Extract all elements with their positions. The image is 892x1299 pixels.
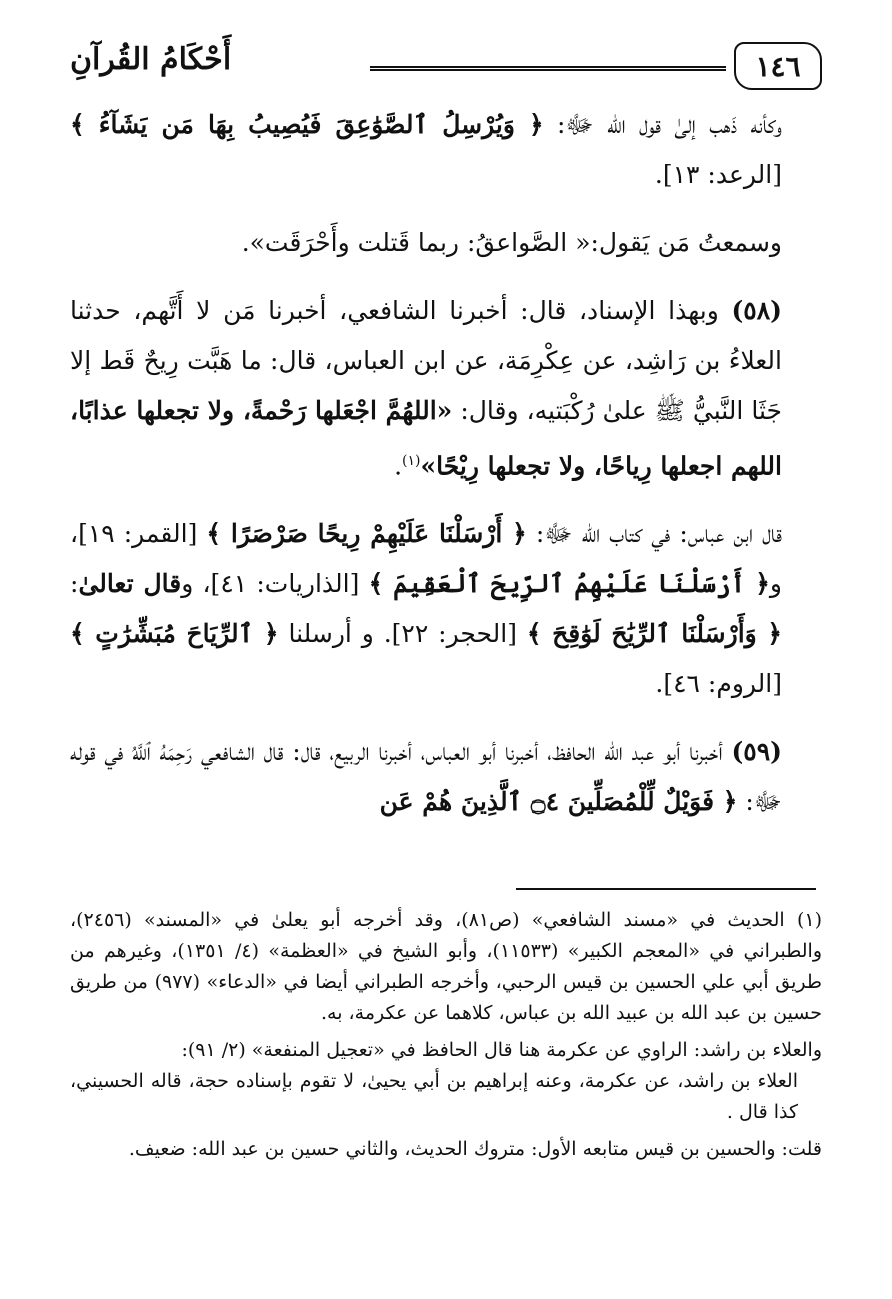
quran-verse: ﴿ فَوَيْلٌ لِّلْمُصَلِّينَ ۝٤ ٱلَّذِينَ هُمْ عَن: [379, 787, 738, 817]
page-number: ١٤٦: [734, 42, 822, 90]
p4-text-b: [القمر: ١٩]، و: [70, 519, 782, 599]
prophetic-supplication: «اللهُمَّ اجْعَلها رَحْمةً، ولا تجعلها عذابًا، اللهم اجعلها رِياحًا، ولا تجعلها رِيْحًا»: [70, 396, 782, 481]
footnotes: [70, 905, 822, 1165]
hadith-number: (٥٨): [731, 296, 782, 325]
paragraph-1: [70, 100, 822, 200]
footnote-1-comment: قلت: والحسين بن قيس متابعه الأول: متروك الحديث، والثاني حسين بن عبد الله: ضعيف.: [128, 1138, 822, 1160]
footnote-divider: [516, 888, 816, 890]
main-text: [70, 100, 822, 827]
p3-end: .: [394, 451, 403, 481]
p4-text-e: [الروم: ٤٦].: [655, 669, 782, 699]
hadith-number: (٥٩): [731, 737, 782, 767]
quran-verse: ﴿ ٱلرِّيَاحَ مُبَشِّرَٰتٍ ﴾: [70, 619, 279, 649]
verse-reference: [الرعد: ١٣].: [654, 160, 782, 189]
p4-colon: :: [70, 569, 79, 599]
paragraph-4: [70, 509, 822, 709]
paragraph-5: [70, 727, 822, 827]
quran-verse: ﴿ أَرْسَلْنَا عَلَيْهِمُ ٱلرِّيحَ ٱلْعَقِيمَ ﴾: [368, 569, 770, 599]
paragraph-2: وسمعتُ مَن يَقول:« الصَّواعقُ: ربما قَتلت وأَحْرَقَت».: [241, 228, 782, 257]
p4-text-d: [الحجر: ٢٢]. و أرسلنا: [278, 619, 527, 649]
p1-text: وكأنه ذَهب إلىٰ قول الله ﷻ:: [543, 110, 783, 139]
p4-qala: قال تعالىٰ: [78, 569, 182, 599]
p4-text-a: قال ابن عباس: في كتاب الله ﷻ:: [526, 519, 782, 549]
footnote-1-note: والعلاء بن راشد: الراوي عن عكرمة هنا قال الحافظ في «تعجيل المنفعة» (٢/ ٩١):: [181, 1039, 822, 1061]
book-title: أَحْكَامُ القُرآنِ: [70, 42, 232, 77]
footnote-1: (١) الحديث في «مسند الشافعي» (ص٨١)، وقد أخرجه أبو يعلىٰ في «المسند» (٢٤٥٦)، والطبراني في «المعجم الكبير» (١١٥٣٣)، وأبو الشيخ في «العظمة» (٤/ ١٣٥١)، وغيرهم من طريق أبي علي الحسين بن قيس الرحبي، وأخرجه الطبراني أيضا في «الدعاء» (٩٧٧) من طريق حسين بن عبد الله بن عبيد الله بن عباس، كلاهما عن عكرمة، به.: [70, 909, 823, 1024]
p4-text-c: [الذاريات: ٤١]، و: [181, 569, 369, 599]
header-rule: [370, 66, 726, 71]
quran-verse: ﴿ أَرْسَلْنَا عَلَيْهِمْ رِيحًا صَرْصَرًا ﴾: [206, 519, 527, 549]
p5-text: أخبرنا أبو عبد الله الحافظ، أخبرنا أبو العباس، أخبرنا الربيع، قال: قال الشافعي رَحِمَهُ ٱللَّهُ في قوله ﷻ:: [70, 737, 782, 817]
footnote-1-quote: العلاء بن راشد، عن عكرمة، وعنه إبراهيم بن أبي يحيىٰ، لا تقوم بإسناده حجة، قاله الحسيني، كذا قال .: [70, 1070, 798, 1123]
paragraph-3: [70, 286, 822, 491]
quran-verse: ﴿ وَيُرْسِلُ ٱلصَّوَٰعِقَ فَيُصِيبُ بِهَا مَن يَشَآءُ ﴾: [70, 110, 544, 139]
p3-text: وبهذا الإسناد، قال: أخبرنا الشافعي، أخبرنا مَن لا أَتَّهم، حدثنا العلاءُ بن رَاشِد، عن عِكْرِمَة، عن ابن العباس، قال: ما هَبَّت رِيحٌ قَط إلا جَثَا النَّبيُّ ﷺ علىٰ رُكْبَتيه، وقال:: [70, 296, 782, 425]
footnote-marker: (١): [402, 453, 421, 469]
page-header: [70, 38, 822, 94]
quran-verse: ﴿ وَأَرْسَلْنَا ٱلرِّيَٰحَ لَوَٰقِحَ ﴾: [526, 619, 782, 649]
